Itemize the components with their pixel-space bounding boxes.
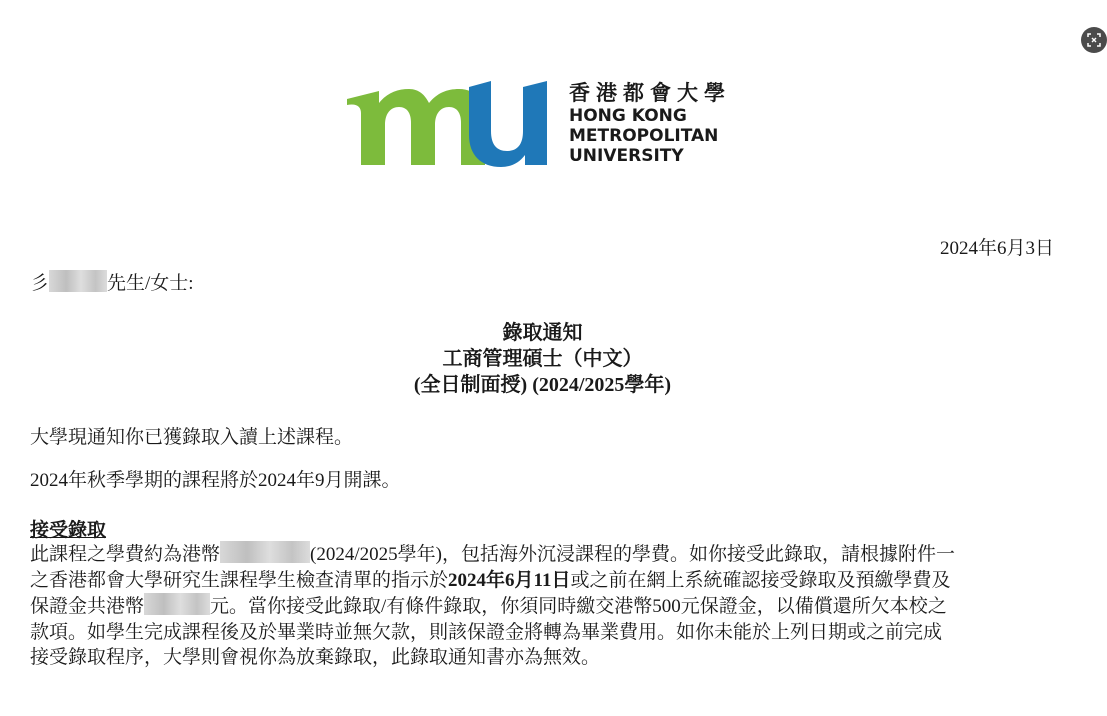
body-text: 之香港都會大學研究生課程學生檢查清單的指示於: [30, 569, 449, 591]
logo-chinese-name: 香港都會大學: [569, 81, 731, 105]
close-button[interactable]: [1081, 27, 1107, 53]
title-line-1: 錄取通知: [502, 322, 583, 344]
title-line-2: 工商管理碩士（中文）: [442, 348, 643, 370]
acceptance-paragraph: [30, 541, 1060, 671]
redacted-amount: [220, 541, 310, 563]
letter-date: 2024年6月3日: [939, 238, 1054, 259]
salutation-prefix: 彡: [30, 273, 50, 294]
body-text: (2024/2025學年)，包括海外沉浸課程的學費。如你接受此錄取，請根據附件一: [310, 544, 955, 565]
body-text: 元。當你接受此錄取/有條件錄取，你須同時繳交港幣500元保證金，以備償還所欠本校之: [210, 596, 947, 617]
body-line-4: 款項。如學生完成課程後及於畢業時並無欠款，則該保證金將轉為畢業費用。如你未能於上列日期或之前完成: [30, 621, 943, 643]
body-text: 保證金共港幣: [30, 596, 145, 617]
close-icon: [1087, 33, 1101, 47]
body-text: 此課程之學費約為港幣: [30, 544, 221, 565]
university-logo: [343, 73, 743, 173]
redacted-name: [49, 270, 107, 292]
paragraph-commencement: 2024年秋季學期的課程將於2024年9月開課。: [30, 470, 401, 491]
body-line-5: 接受錄取程序，大學則會視你為放棄錄取，此錄取通知書亦為無效。: [30, 647, 601, 668]
letter-title-block: [0, 320, 1085, 398]
redacted-amount: [144, 593, 210, 615]
body-line-1: [30, 541, 1060, 568]
logo-english-line-1: HONG KONG: [569, 106, 687, 126]
salutation: [30, 268, 194, 295]
logo-english-line-2: METROPOLITAN: [569, 126, 719, 146]
title-line-3: (全日制面授) (2024/2025學年): [413, 374, 672, 396]
body-line-2: [30, 568, 1060, 594]
logo-english-line-3: UNIVERSITY: [569, 146, 684, 166]
salutation-suffix: 先生/女士:: [107, 273, 194, 294]
deadline-date: 2024年6月11日: [448, 569, 571, 591]
section-heading: 接受錄取: [30, 520, 107, 541]
body-text: 或之前在網上系統確認接受錄取及預繳學費及: [570, 569, 951, 591]
mu-logo-mark: [343, 73, 553, 169]
paragraph-admission: 大學現通知你已獲錄取入讀上述課程。: [30, 427, 354, 448]
body-line-3: [30, 593, 1060, 620]
